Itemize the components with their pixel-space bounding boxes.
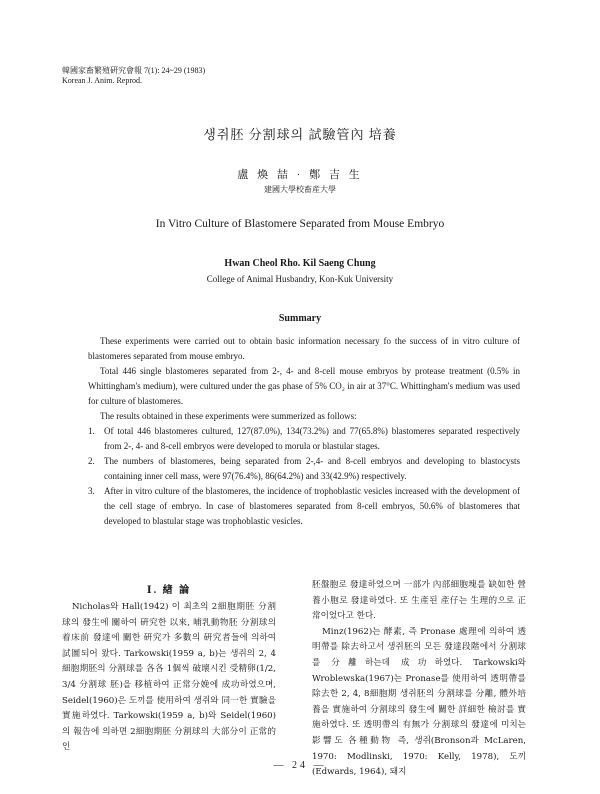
body-column-left: [62, 600, 276, 756]
result-number: 2.: [88, 456, 95, 466]
body-paragraph: 胚盤胞로 發達하였으며 一部가 內部細胞塊를 缺如한 營養小胞로 發達하였다. 또 生產된 產仔는 生理的으로 正常이었다고 한다.: [312, 580, 526, 622]
authors-korean: 盧 煥 喆 · 鄭 吉 生: [237, 169, 363, 181]
abstract-paragraph: The results obtained in these experiments were summerized as follows:: [100, 411, 357, 421]
result-number: 1.: [88, 426, 95, 436]
page-number: — 24 —: [273, 760, 327, 771]
journal-citation-ko: 韓國家畜繁殖硏究會報 7(1): 24~29 (1983): [62, 66, 206, 75]
abstract: [88, 334, 520, 529]
authors-english: Hwan Cheol Rho. Kil Saeng Chung: [224, 258, 376, 269]
result-item: [88, 484, 520, 529]
abstract-paragraph: These experiments were carried out to obtain basic information necessary fo the success of in vitro culture of blastomeres separated from mouse embryo.: [88, 336, 520, 361]
affiliation-korean: 建國大學校畜産大學: [264, 185, 336, 194]
body-paragraph: Nicholas와 Hall(1942) 이 최초의 2細胞期胚 分割球의 發生에 關하여 硏究한 以來, 哺乳動物胚 分割球의 着床前 發達에 關한 硏究가 多數의 硏究者들에 의하여 試圖되어 왔다. Tarkowski(1959 a, b)는 생쥐의 2, 4細胞期胚의 分割球를 各各 1個씩 破壞시킨 受精卵(1/2, 3/4 分割球 胚)을 移植하여 正常分娩에 成功하였으며, Seidel(1960)은 도끼를 使用하여 생쥐와 同一한 實驗을 實施하였다. Tarkowski(1959 a, b)와 Seidel(1960)의 報告에 의하면 2細胞期胚 分割球의 大部分이 正常的인: [62, 602, 276, 753]
result-item: [88, 454, 520, 484]
result-item: [88, 424, 520, 454]
result-text: Of total 446 blastomeres cultured, 127(87.0%), 134(73.2%) and 77(65.8%) blastomeres separated respectively from 2-, 4- and 8-cell embryos were developed to morula or blastular stages.: [104, 426, 520, 451]
body-paragraph: Minz(1962)는 酵素, 즉 Pronase 處理에 의하여 透明帶를 除去하고서 생쥐胚의 모든 發達段階에서 分割球를 分離하는데 成功하였다. Tarkowski와 Wroblewska(1967)는 Pronase를 使用하여 透明帶를 除去한 2, 4, 8細胞期 생쥐胚의 分割球를 分離, 體外培養을 實施하여 分割球의 發生에 關한 詳細한 檢討를 實施하였다. 또 透明帶의 有無가 分割球의 發達에 미치는 影響도 各種動物 즉, 생쥐(Bronson과 McLaren, 1970: Modlinski, 1970: Kelly, 1978), 도끼(Edwards, 1964), 돼지: [312, 626, 526, 778]
abstract-paragraph: Total 446 single blastomeres separated from 2-, 4- and 8-cell mouse embryos by protease treatment (0.5% in Whittingham's medium), were cultured under the gas phase of 5% CO₂ in air at 37°C. Whittingham's medium was used for culture of blastomeres.: [88, 366, 520, 406]
title-english: In Vitro Culture of Blastomere Separated from Mouse Embryo: [155, 218, 445, 230]
result-text: After in vitro culture of the blastomeres, the incidence of trophoblastic vesicles increased with the development of the cell stage of embryo. In case of blastomeres separated from 8-cell embryos, 50.6% of blastomeres that developed to blastular stage was trophoblastic vesicles.: [104, 486, 520, 526]
journal-citation: [62, 66, 205, 86]
journal-citation-en: Korean J. Anim. Reprod.: [62, 76, 142, 85]
title-korean: 생쥐胚 分割球의 試驗管內 培養: [203, 127, 397, 142]
summary-heading: Summary: [278, 313, 322, 324]
section-heading-introduction: Ⅰ. 緖 論: [146, 585, 192, 596]
result-number: 3.: [88, 486, 95, 496]
result-text: The numbers of blastomeres, being separated from 2-,4- and 8-cell embryos and developing to blastocysts containing inner cell mass, were 97(76.4%), 86(64.2%) and 33(42.9%) respectively.: [104, 456, 520, 481]
body-column-right: [312, 578, 526, 781]
affiliation-english: College of Animal Husbandry, Kon-Kuk University: [206, 274, 394, 284]
results-list: [88, 424, 520, 529]
